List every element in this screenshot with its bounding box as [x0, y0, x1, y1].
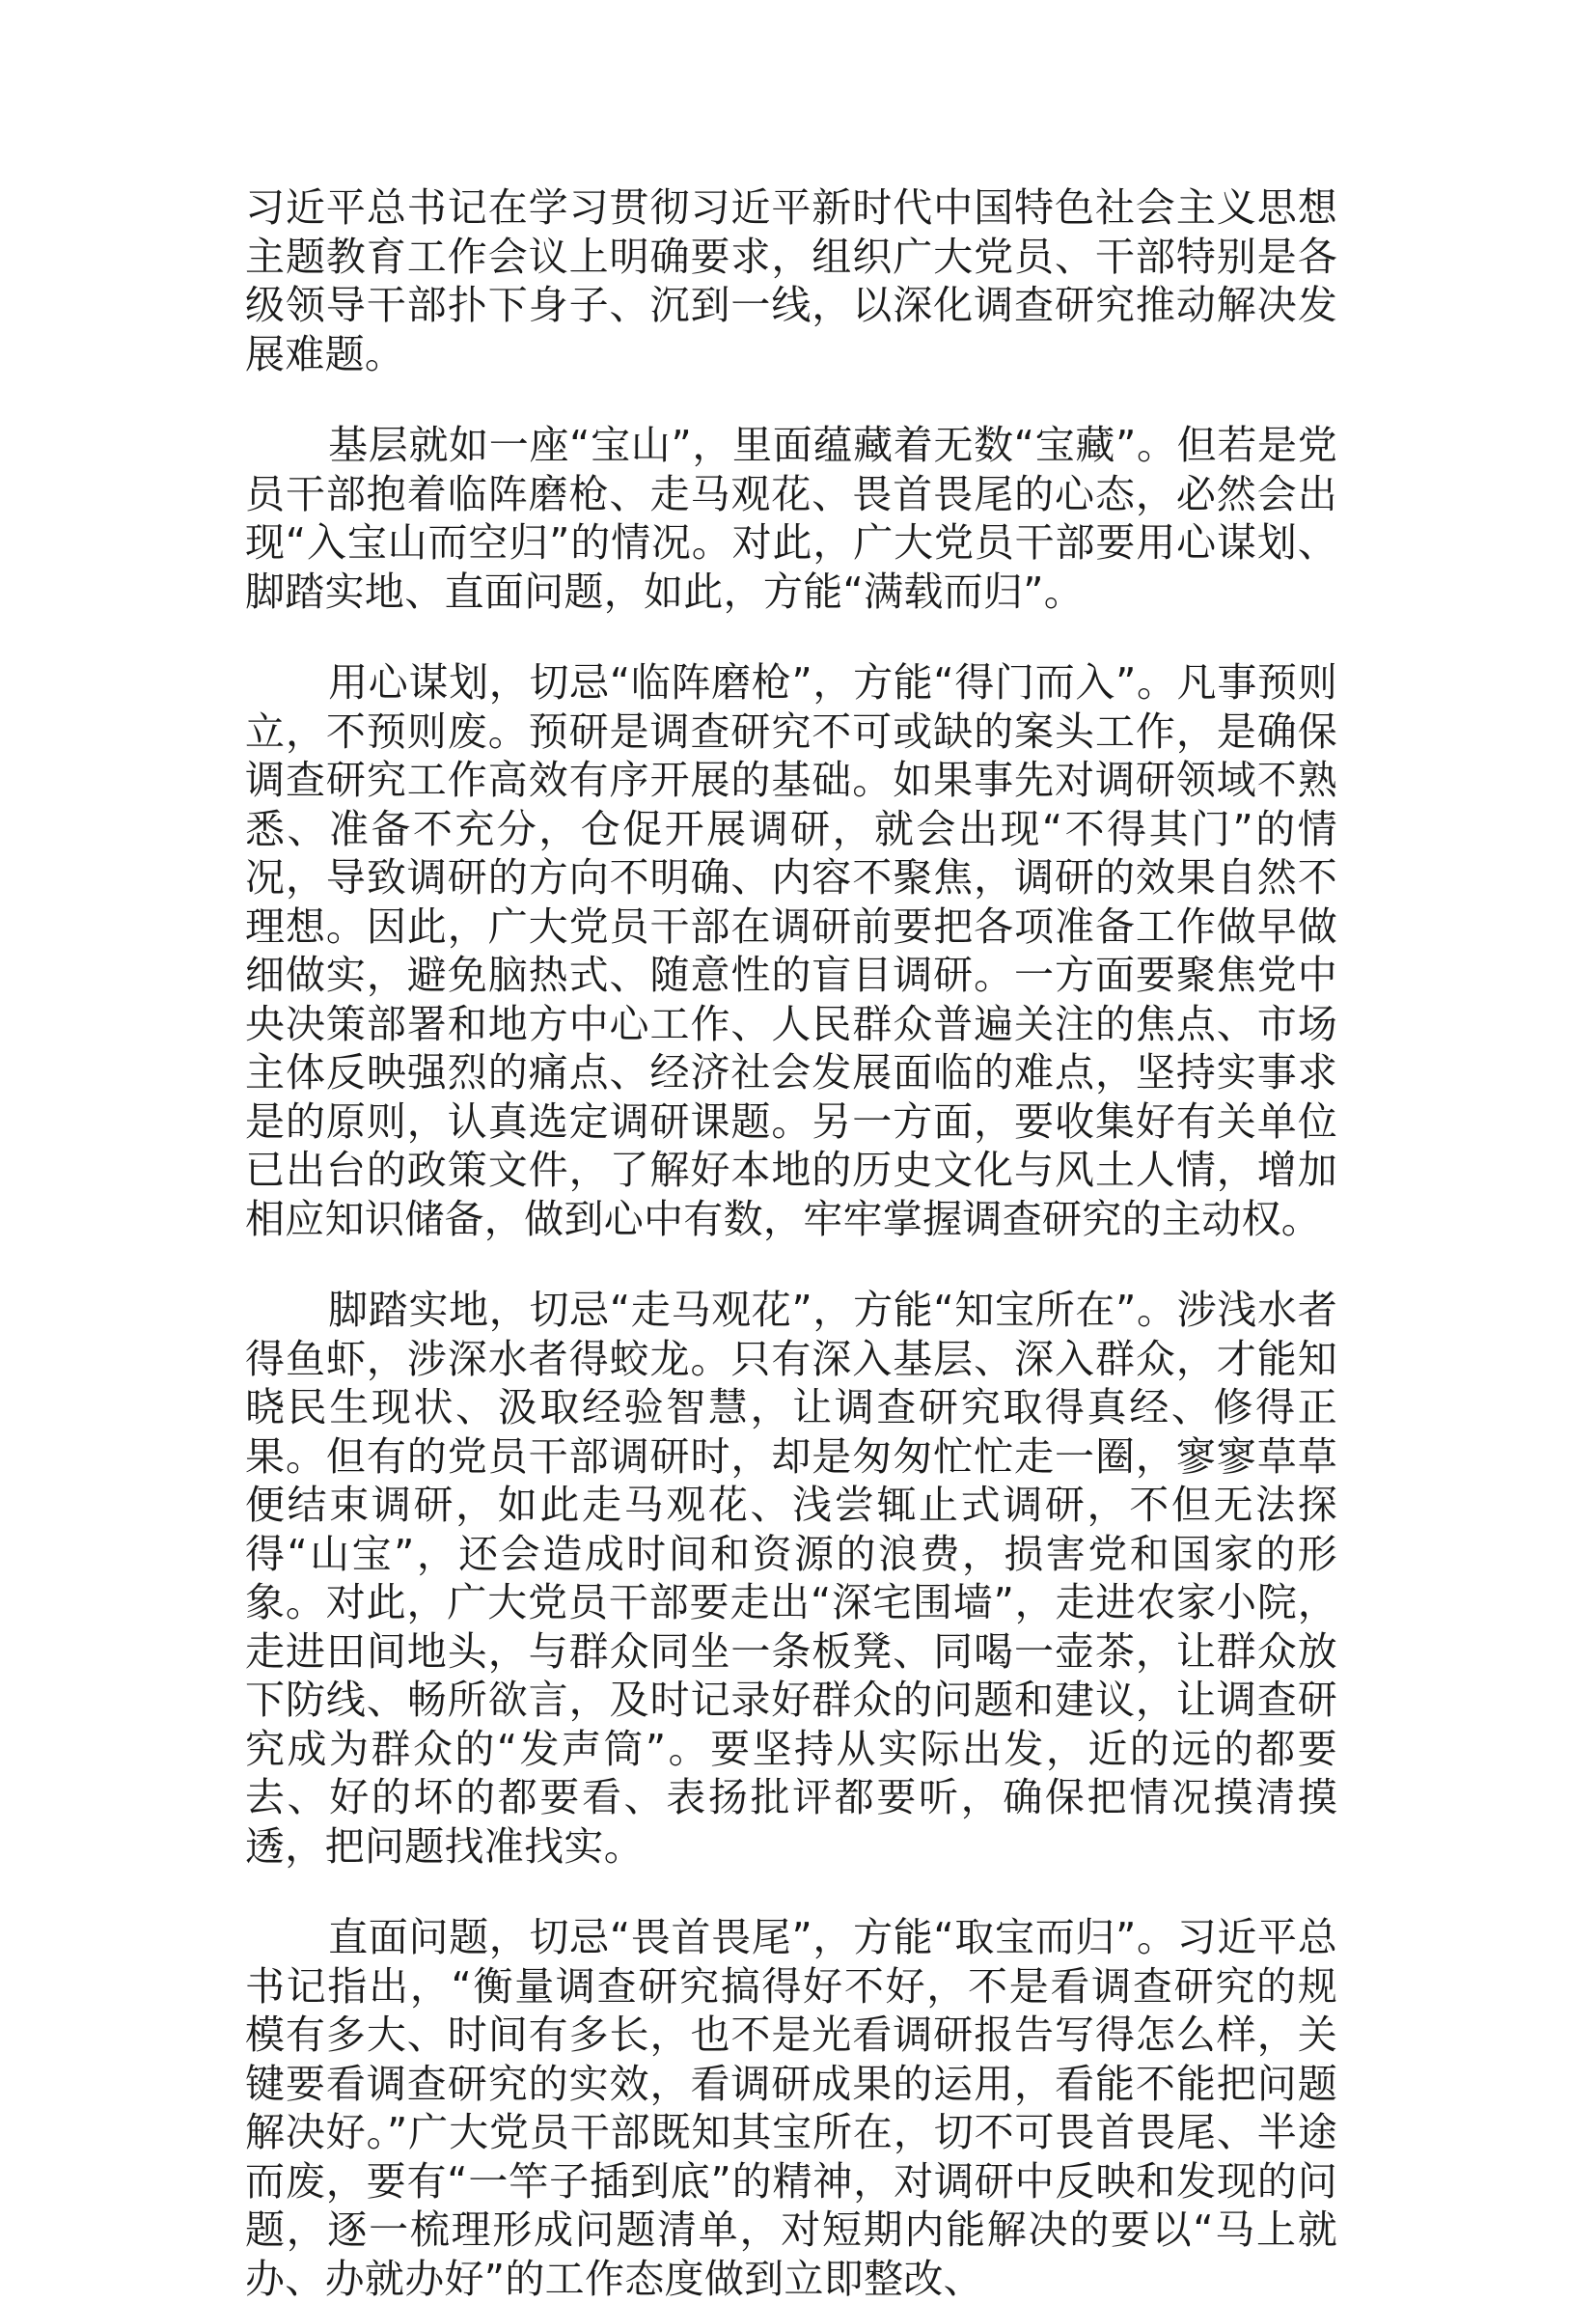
- paragraph-treasure-mountain: 基层就如一座“宝山”，里面蕴藏着无数“宝藏”。但若是党员干部抱着临阵磨枪、走马观花、畏首畏尾的心态，必然会出现“入宝山而空归”的情况。对此，广大党员干部要用心谋划、脚踏实地、直面问题，如此，方能“满载而归”。: [245, 422, 1337, 615]
- paragraph-down-to-earth: 脚踏实地，切忌“走马观花”，方能“知宝所在”。涉浅水者得鱼虾，涉深水者得蛟龙。只有深入基层、深入群众，才能知晓民生现状、汲取经验智慧，让调查研究取得真经、修得正果。但有的党员干部调研时，却是匆匆忙忙走一圈，寥寥草草便结束调研，如此走马观花、浅尝辄止式调研，不但无法探得“山宝”，还会造成时间和资源的浪费，损害党和国家的形象。对此，广大党员干部要走出“深宅围墙”，走进农家小院，走进田间地头，与群众同坐一条板凳、同喝一壶茶，让群众放下防线、畅所欲言，及时记录好群众的问题和建议，让调查研究成为群众的“发声筒”。要坚持从实际出发，近的远的都要去、好的坏的都要看、表扬批评都要听，确保把情况摸清摸透，把问题找准找实。: [245, 1287, 1337, 1870]
- document-page: [245, 183, 1337, 2303]
- paragraph-intro: 习近平总书记在学习贯彻习近平新时代中国特色社会主义思想主题教育工作会议上明确要求，组织广大党员、干部特别是各级领导干部扑下身子、沉到一线，以深化调查研究推动解决发展难题。: [245, 184, 1337, 377]
- paragraph-face-problems: 直面问题，切忌“畏首畏尾”，方能“取宝而归”。习近平总书记指出，“衡量调查研究搞得好不好，不是看调查研究的规模有多大、时间有多长，也不是光看调研报告写得怎么样，关键要看调查研究的实效，看调研成果的运用，看能不能把问题解决好。”广大党员干部既知其宝所在，切不可畏首畏尾、半途而废，要有“一竿子插到底”的精神，对调研中反映和发现的问题，逐一梳理形成问题清单，对短期内能解决的要以“马上就办、办就办好”的工作态度做到立即整改、: [245, 1914, 1337, 2302]
- paragraph-careful-planning: 用心谋划，切忌“临阵磨枪”，方能“得门而入”。凡事预则立，不预则废。预研是调查研究不可或缺的案头工作，是确保调查研究工作高效有序开展的基础。如果事先对调研领域不熟悉、准备不充分，仓促开展调研，就会出现“不得其门”的情况，导致调研的方向不明确、内容不聚焦，调研的效果自然不理想。因此，广大党员干部在调研前要把各项准备工作做早做细做实，避免脑热式、随意性的盲目调研。一方面要聚焦党中央决策部署和地方中心工作、人民群众普遍关注的焦点、市场主体反映强烈的痛点、经济社会发展面临的难点，坚持实事求是的原则，认真选定调研课题。另一方面，要收集好有关单位已出台的政策文件，了解好本地的历史文化与风土人情，增加相应知识储备，做到心中有数，牢牢掌握调查研究的主动权。: [245, 659, 1337, 1242]
